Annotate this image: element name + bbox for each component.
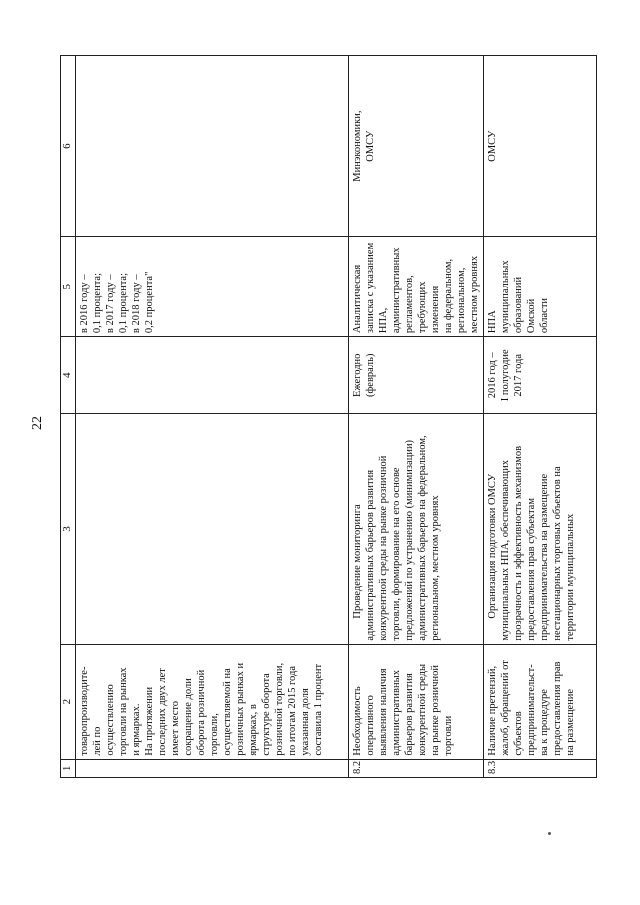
measure-text: Проведение мониторинга административных барьеров развития конкурентной среды на рынке розничной торговли, формирование на его основе предложений по устранению (минимизации) административных барьеров на федеральном, региональном, местном уровнях [348,414,483,644]
row-number: 8.3 [483,759,596,777]
table-header-row [61,56,76,778]
table-row-8-3 [483,56,596,778]
header-col-2: 2 [61,644,76,759]
problem-description: товаропроизводите- лей по осуществлению торговли на рынках и ярмарках. На протяжении последних двух лет имеет место сокращение доли оборота розничной торговли, осуществляемой на розничных рынках и ярмарках, в структуре оборота розничной торговли, по итогам 2015 года указанная доля составила 1 процент [75,644,348,759]
row-number [75,759,348,777]
problem-description: Наличие претензий, жалоб, обращений от субъектов предпринимательст- ва к процедуре предоставления прав на размещение [483,644,596,759]
table-row-8-2 [348,56,483,778]
table-row-continuation [75,56,348,778]
executor-text [75,56,348,237]
problem-description: Необходимость оперативного выявления наличия административных барьеров развития конкурентной среды на рынке розничной торговли [348,644,483,759]
header-col-6: 6 [61,56,76,237]
executor-text: Минэкономики, ОМСУ [348,56,483,237]
executor-text: ОМСУ [483,56,596,237]
header-col-3: 3 [61,414,76,644]
header-col-1: 1 [61,759,76,777]
scan-artifact-dot [548,832,551,835]
deadline-text: 2016 год – I полугодие 2017 года [483,337,596,414]
expected-result: в 2016 году – 0,1 процента; в 2017 году – 0,1 процента; в 2018 году – 0,2 процента" [75,237,348,337]
row-number: 8.2 [348,759,483,777]
header-col-5: 5 [61,237,76,337]
header-col-4: 4 [61,337,76,414]
deadline-text [75,337,348,414]
measure-text: Организация подготовки ОМСУ муниципальных НПА, обеспечивающих прозрачность и эффективность механизмов предоставления прав субъектам предпринимательства на размещение нестационарных торговых объектов на территории муниципальных [483,414,596,644]
measures-table [60,55,597,778]
deadline-text: Ежегодно (февраль) [348,337,483,414]
expected-result: НПА муниципальных образований Омской области [483,237,596,337]
measure-text [75,414,348,644]
page-number: 22 [30,416,45,430]
rotated-table-container [60,55,580,778]
expected-result: Аналитическая записка с указанием НПА, административных регламентов, требующих изменения на федеральном, региональном, местном уровнях [348,237,483,337]
